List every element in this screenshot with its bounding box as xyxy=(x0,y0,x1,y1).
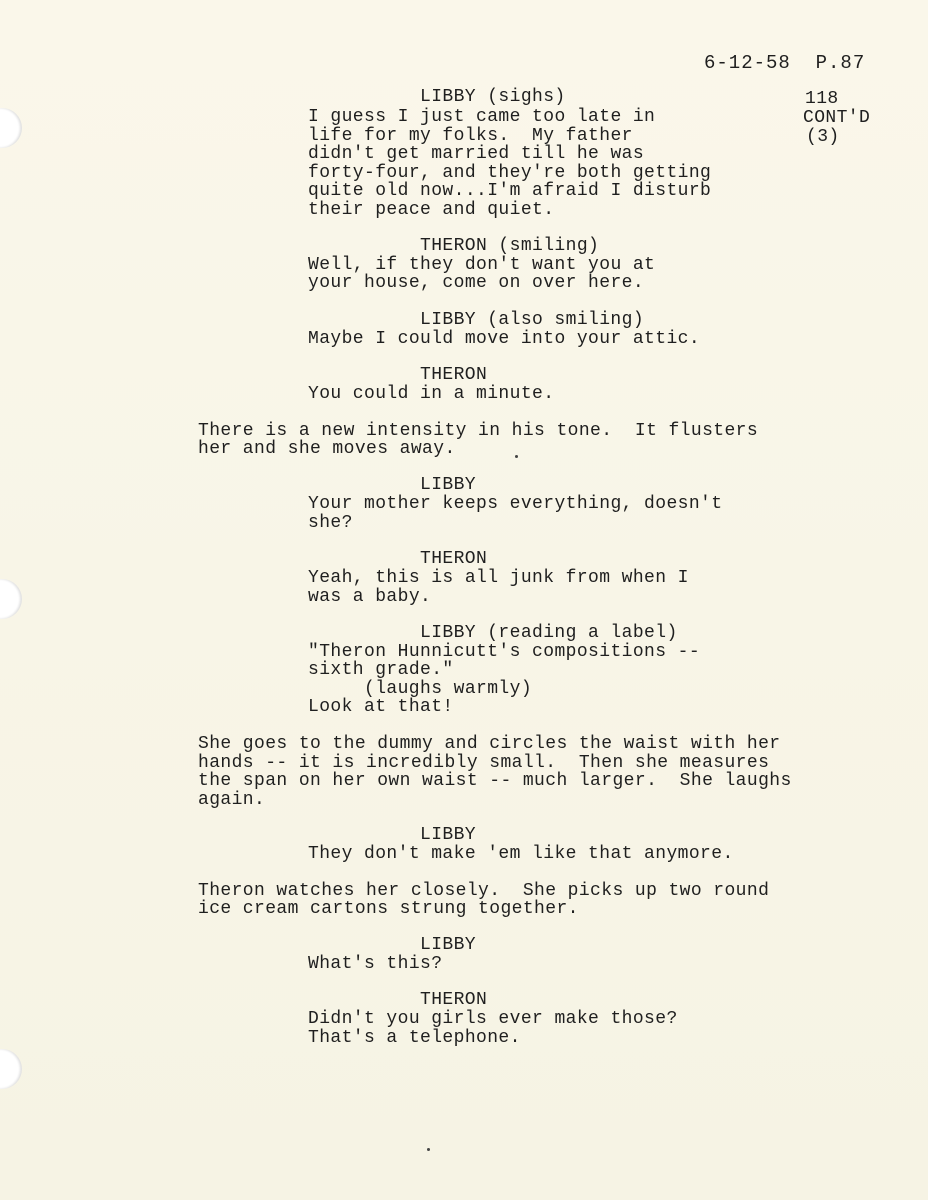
dialogue-line: sixth grade." xyxy=(308,660,454,680)
dialogue-line: Well, if they don't want you at xyxy=(308,255,656,275)
dialogue-line: You could in a minute. xyxy=(308,384,555,404)
dialogue-line: their peace and quiet. xyxy=(308,200,555,220)
dialogue-line: That's a telephone. xyxy=(308,1028,521,1048)
dialogue-line: didn't get married till he was xyxy=(308,144,645,164)
parenthetical: (laughs warmly) xyxy=(364,679,533,699)
scene-continued: CONT'D xyxy=(803,108,871,128)
dialogue-line: Didn't you girls ever make those? xyxy=(308,1009,678,1029)
action-line: her and she moves away. xyxy=(198,439,456,459)
scene-number: 118 xyxy=(805,89,839,109)
action-line: ice cream cartons strung together. xyxy=(198,899,579,919)
action-line: There is a new intensity in his tone. It flusters xyxy=(198,421,759,441)
dialogue-line: forty-four, and they're both getting xyxy=(308,163,712,183)
page-date-number: 6-12-58 P.87 xyxy=(704,52,866,74)
character-cue: LIBBY (sighs) xyxy=(420,87,566,107)
dialogue-line: she? xyxy=(308,513,353,533)
character-cue: LIBBY (also smiling) xyxy=(420,310,645,330)
binder-hole-top xyxy=(0,108,22,148)
binder-hole-bottom xyxy=(0,1049,22,1089)
dialogue-line: What's this? xyxy=(308,954,443,974)
dialogue-line: They don't make 'em like that anymore. xyxy=(308,844,734,864)
action-line: the span on her own waist -- much larger. She laughs xyxy=(198,771,792,791)
dialogue-line: Maybe I could move into your attic. xyxy=(308,329,701,349)
paper-speck xyxy=(427,1148,430,1151)
character-cue: THERON (smiling) xyxy=(420,236,600,256)
character-cue: LIBBY xyxy=(420,475,477,495)
continuation-count: (3) xyxy=(806,127,840,147)
character-cue: THERON xyxy=(420,365,488,385)
dialogue-line: Yeah, this is all junk from when I xyxy=(308,568,689,588)
character-cue: LIBBY xyxy=(420,935,477,955)
dialogue-line: was a baby. xyxy=(308,587,432,607)
dialogue-line: Your mother keeps everything, doesn't xyxy=(308,494,723,514)
character-cue: THERON xyxy=(420,990,488,1010)
dialogue-line: quite old now...I'm afraid I disturb xyxy=(308,181,712,201)
action-line: Theron watches her closely. She picks up two round xyxy=(198,881,770,901)
paper-speck xyxy=(515,455,518,458)
action-line: again. xyxy=(198,790,266,810)
character-cue: LIBBY (reading a label) xyxy=(420,623,678,643)
dialogue-line: "Theron Hunnicutt's compositions -- xyxy=(308,642,701,662)
character-cue: THERON xyxy=(420,549,488,569)
action-line: hands -- it is incredibly small. Then she measures xyxy=(198,753,770,773)
dialogue-line: I guess I just came too late in xyxy=(308,107,656,127)
dialogue-line: life for my folks. My father xyxy=(308,126,633,146)
action-line: She goes to the dummy and circles the waist with her xyxy=(198,734,781,754)
dialogue-line: Look at that! xyxy=(308,697,454,717)
dialogue-line: your house, come on over here. xyxy=(308,273,645,293)
character-cue: LIBBY xyxy=(420,825,477,845)
binder-hole-middle xyxy=(0,579,22,619)
